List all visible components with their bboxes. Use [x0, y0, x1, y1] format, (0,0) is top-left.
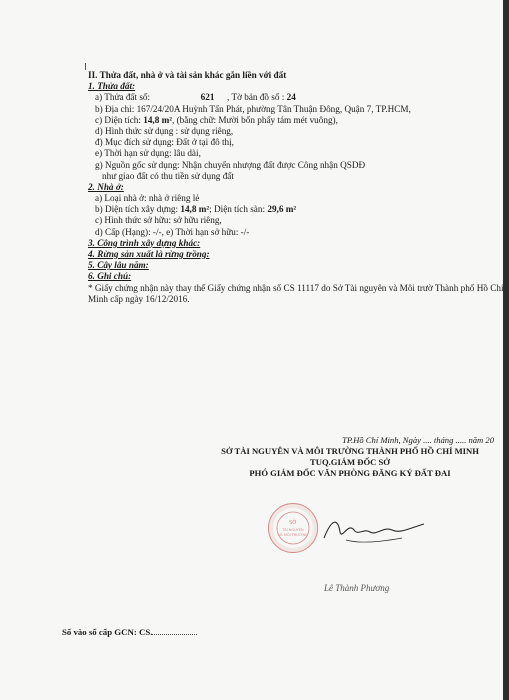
place-date: TP.Hồ Chí Minh, Ngày .... tháng ..... năm 20 — [342, 435, 494, 445]
term-line: e) Thời hạn sử dụng: lâu dài, — [95, 148, 201, 159]
built-area-value: 14,8 m² — [180, 204, 210, 215]
land-heading: 1. Thửa đất: — [88, 81, 136, 92]
parcel-number: 621 — [200, 92, 215, 103]
office-title: PHÓ GIÁM ĐỐC VĂN PHÒNG ĐĂNG KÝ ĐẤT ĐAI — [249, 468, 451, 478]
tuq-title: TUQ.GIÁM ĐỐC SỞ — [310, 457, 390, 467]
area-value: 14,8 m² — [143, 114, 173, 125]
content-area — [88, 70, 504, 305]
notes-heading: 6. Ghi chú: — [88, 271, 132, 282]
area-words: , (bằng chữ: Mười bốn phẩy tám mét vuông), — [172, 114, 338, 125]
certificate-number — [62, 627, 197, 637]
signer-name: Lê Thành Phương — [324, 583, 390, 593]
address-line: b) Địa chỉ: 167/24/20A Huỳnh Tấn Phát, phường Tân Thuận Đông, Quận 7, TP.HCM, — [95, 103, 411, 114]
floor-area-value: 29,6 m² — [267, 204, 297, 215]
perennial-heading: 5. Cây lâu năm: — [88, 260, 149, 271]
cert-number-label: Số vào sổ cấp GCN: CS. — [62, 627, 153, 637]
house-heading: 2. Nhà ở: — [88, 181, 124, 192]
floor-area-label: ; Diện tích sàn: — [209, 204, 268, 215]
svg-text:VÀ MÔI TRƯỜNG: VÀ MÔI TRƯỜNG — [278, 533, 308, 537]
map-sheet-label: , Tờ bản đồ số : — [227, 92, 285, 103]
area-label: c) Diện tích: — [95, 114, 144, 125]
purpose-line: đ) Mục đích sử dụng: Đất ở tại đô thị, — [95, 137, 234, 148]
origin-line-2: như giao đất có thu tiền sử dụng đất — [102, 170, 234, 181]
signature-block — [200, 435, 500, 479]
origin-line-1: g) Nguồn gốc sử dụng: Nhận chuyển nhượng đất được Công nhận QSDĐ — [95, 159, 366, 170]
house-type-line: a) Loại nhà ở: nhà ở riêng lẻ — [95, 193, 200, 204]
parcel-line — [88, 92, 500, 103]
parcel-label: a) Thửa đất số: — [95, 92, 151, 103]
ownership-line: c) Hình thức sở hữu: sở hữu riêng, — [95, 215, 222, 226]
official-seal — [268, 503, 318, 553]
handwritten-signature — [320, 510, 430, 550]
built-area-label: b) Diện tích xây dựng: — [95, 204, 181, 215]
top-crop-mark — [85, 63, 86, 70]
house-area-line — [88, 204, 500, 215]
construction-heading: 3. Công trình xây dựng khác: — [88, 237, 201, 248]
cert-number-dots — [152, 634, 197, 635]
area-line — [88, 115, 500, 126]
svg-text:TÀI NGUYÊN: TÀI NGUYÊN — [282, 528, 304, 532]
svg-text:SỞ: SỞ — [289, 520, 297, 526]
forest-heading: 4. Rừng sản xuất là rừng trồng: — [88, 249, 210, 259]
agency-name: SỞ TÀI NGUYÊN VÀ MÔI TRƯỜNG THÀNH PHỐ HỒ CHÍ MINH — [221, 446, 479, 456]
map-sheet-number: 24 — [286, 92, 296, 103]
note-text: * Giấy chứng nhận này thay thế Giấy chứng nhận số CS 11117 do Sở Tài nguyên và Môi trườ Thành phố Hồ Chí Minh cấp ngày 16/12/2016. — [88, 282, 504, 304]
use-form-line: d) Hình thức sử dụng : sử dụng riêng, — [95, 125, 234, 136]
grade-line: d) Cấp (Hạng): -/-, e) Thời hạn sở hữu: -/- — [95, 226, 250, 237]
section-title: II. Thửa đất, nhà ở và tài sản khác gắn liền với đất — [88, 70, 287, 80]
